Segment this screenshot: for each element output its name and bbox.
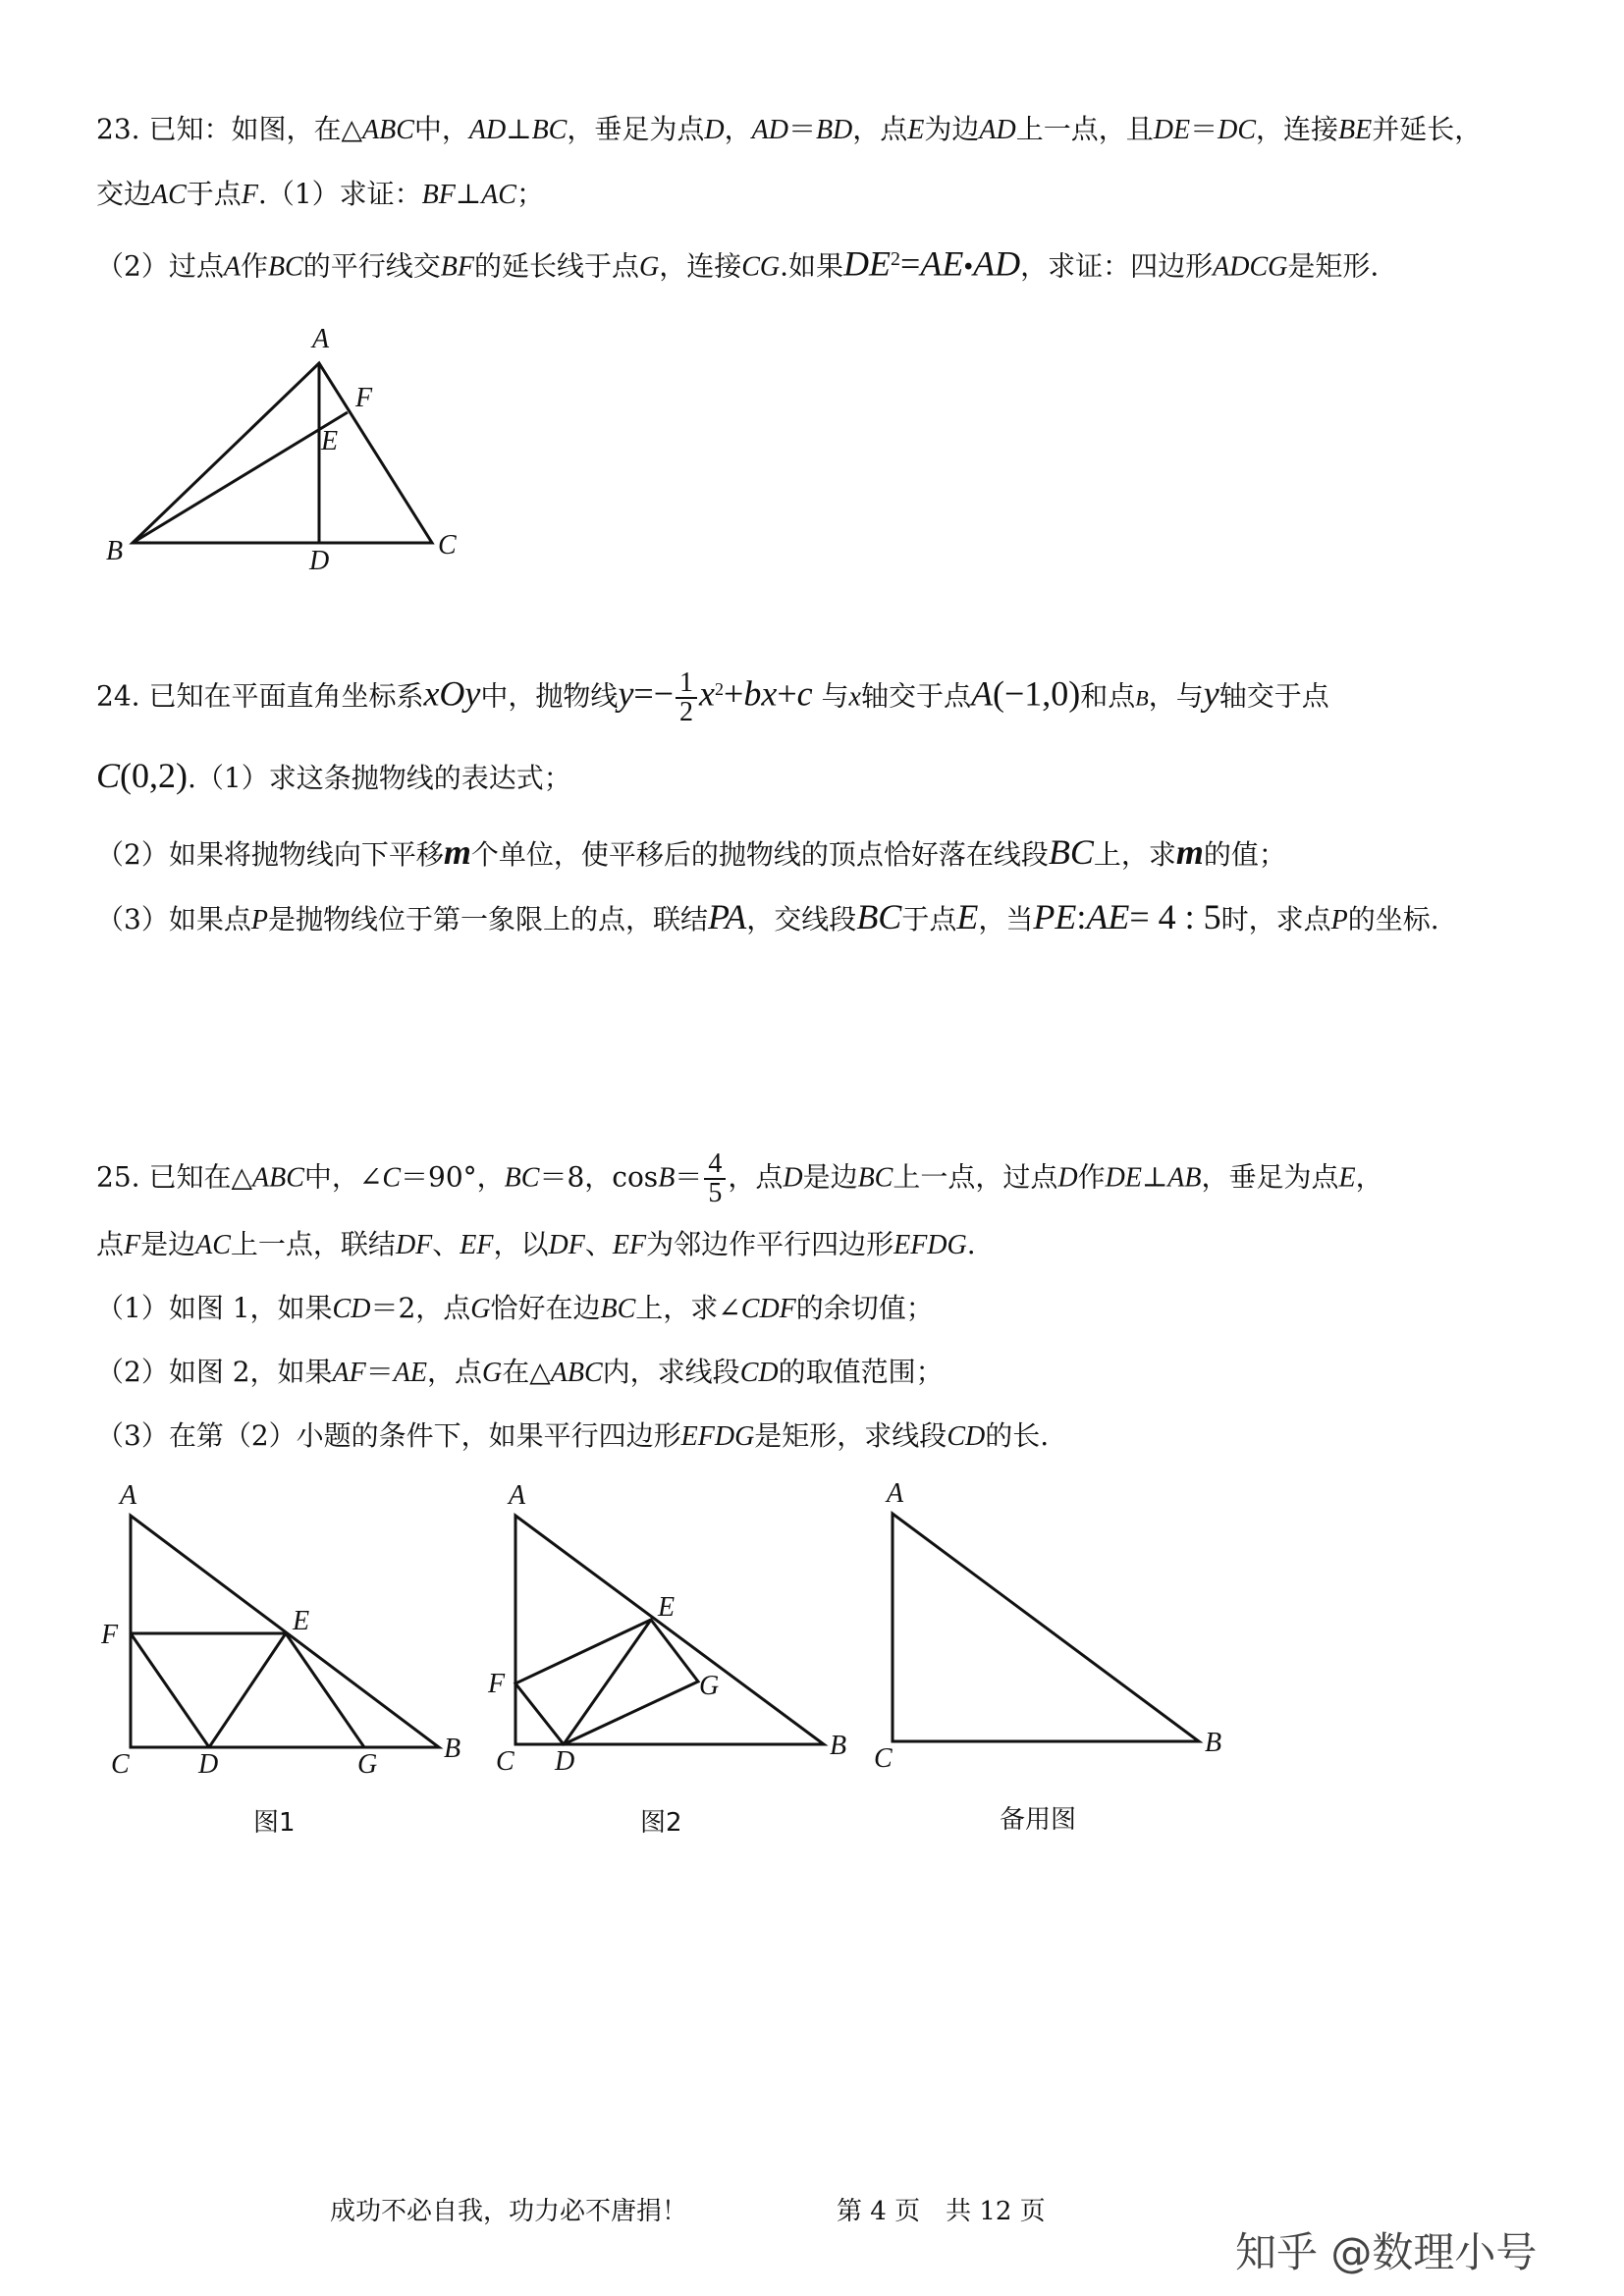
q23-line-2: 交边AC于点F.（1）求证：BF⊥AC； <box>96 178 544 210</box>
fig2-label-g: G <box>699 1671 720 1701</box>
footer-motto: 成功不必自我，功力必不唐捐！ <box>330 2197 688 2226</box>
q25-line-4: （2）如图 2，如果AF＝AE，点G在△ABC内，求线段CD的取值范围； <box>96 1356 944 1388</box>
q23-label-e: E <box>321 426 339 456</box>
fig2-label-f: F <box>488 1669 506 1699</box>
q23-label-d: D <box>309 546 330 576</box>
spare-caption: 备用图 <box>1000 1805 1077 1835</box>
spare-label-c: C <box>874 1743 893 1774</box>
spare-label-a: A <box>887 1478 904 1509</box>
q24-line-4: （3）如果点P是抛物线位于第一象限上的点，联结PA，交线段BC于点E，当PE:AE= 4 : 5时，求点P的坐标. <box>96 897 1439 936</box>
fig2-label-c: C <box>496 1746 514 1777</box>
q24-line-2: C(0,2).（1）求这条抛物线的表达式； <box>96 756 571 795</box>
fig1-label-f: F <box>101 1620 119 1650</box>
fig2-segment-de <box>564 1620 651 1744</box>
q25-fraction: $\frac{4}{5}$ <box>704 1150 726 1207</box>
fig2-label-d: D <box>555 1746 575 1777</box>
q24-line-3: （2）如果将抛物线向下平移m个单位，使平移后的抛物线的顶点恰好落在线段BC上，求m的值； <box>96 832 1286 872</box>
spare-triangle-abc <box>893 1514 1199 1741</box>
q23-line-1: 23. 已知：如图，在△ABC中，AD⊥BC，垂足为点D，AD＝BD，点E为边AD上一点，且DE＝DC，连接BE并延长， <box>96 113 1483 145</box>
q23-label-f: F <box>355 383 373 413</box>
fig2-caption: 图2 <box>640 1808 682 1838</box>
q24-line-1: 24. 已知在平面直角坐标系xOy中，抛物线y=− $\frac{1}{2}$ $x^2+bx+c$ 与x轴交于点A(−1,0)和点B，与y轴交于点 <box>96 667 1329 727</box>
q25-line-3: （1）如图 1，如果CD＝2，点G恰好在边BC上，求∠CDF的余切值； <box>96 1292 934 1324</box>
fig1-caption: 图1 <box>253 1808 296 1838</box>
q23-line-3: （2）过点A作BC的平行线交BF的延长线于点G，连接CG.如果$DE^2=AE•AD$，求证：四边形ADCG是矩形. <box>96 243 1380 284</box>
q23-label-c: C <box>438 530 457 561</box>
spare-label-b: B <box>1205 1728 1222 1758</box>
fig1-label-g: G <box>357 1749 378 1780</box>
q25-figure-spare <box>893 1514 1199 1741</box>
fig2-label-a: A <box>509 1480 526 1511</box>
q25-line-1: 25. 已知在△ABC中，∠C＝90°，BC＝8，cosB＝ $\frac{4}{5}$ ，点D是边BC上一点，过点D作DE⊥AB，垂足为点E， <box>96 1148 1383 1208</box>
q25-line-5: （3）在第（2）小题的条件下，如果平行四边形EFDG是矩形，求线段CD的长. <box>96 1419 1050 1452</box>
q25-figure-1 <box>131 1516 439 1747</box>
q23-label-a: A <box>312 324 330 354</box>
fig1-segment-eg <box>286 1633 364 1747</box>
fig2-label-e: E <box>658 1592 676 1623</box>
fig1-triangle-abc <box>131 1516 439 1747</box>
fig1-label-d: D <box>198 1749 219 1780</box>
fig2-label-b: B <box>830 1731 847 1761</box>
footer-page-number: 第 4 页 共 12 页 <box>837 2197 1046 2226</box>
q23-label-b: B <box>106 536 124 566</box>
q25-figure-2 <box>515 1516 824 1744</box>
fig1-label-c: C <box>111 1749 130 1780</box>
q25-line-2: 点F是边AC上一点，联结DF、EF，以DF、EF为邻边作平行四边形EFDG. <box>96 1228 976 1260</box>
fig1-segment-fd <box>131 1633 209 1747</box>
fig1-segment-de <box>209 1633 286 1747</box>
fig1-label-b: B <box>444 1734 461 1764</box>
q23-segment-bf <box>133 412 348 543</box>
q24-fraction: $\frac{1}{2}$ <box>676 669 697 726</box>
fig1-label-a: A <box>120 1480 137 1511</box>
fig2-triangle-abc <box>515 1516 824 1744</box>
q23-triangle-abc <box>133 363 432 543</box>
q23-figure <box>133 363 432 543</box>
watermark: 知乎 @数理小号 <box>1235 2228 1538 2276</box>
fig2-parallelogram-efdg <box>515 1620 698 1744</box>
fig1-label-e: E <box>293 1606 310 1636</box>
